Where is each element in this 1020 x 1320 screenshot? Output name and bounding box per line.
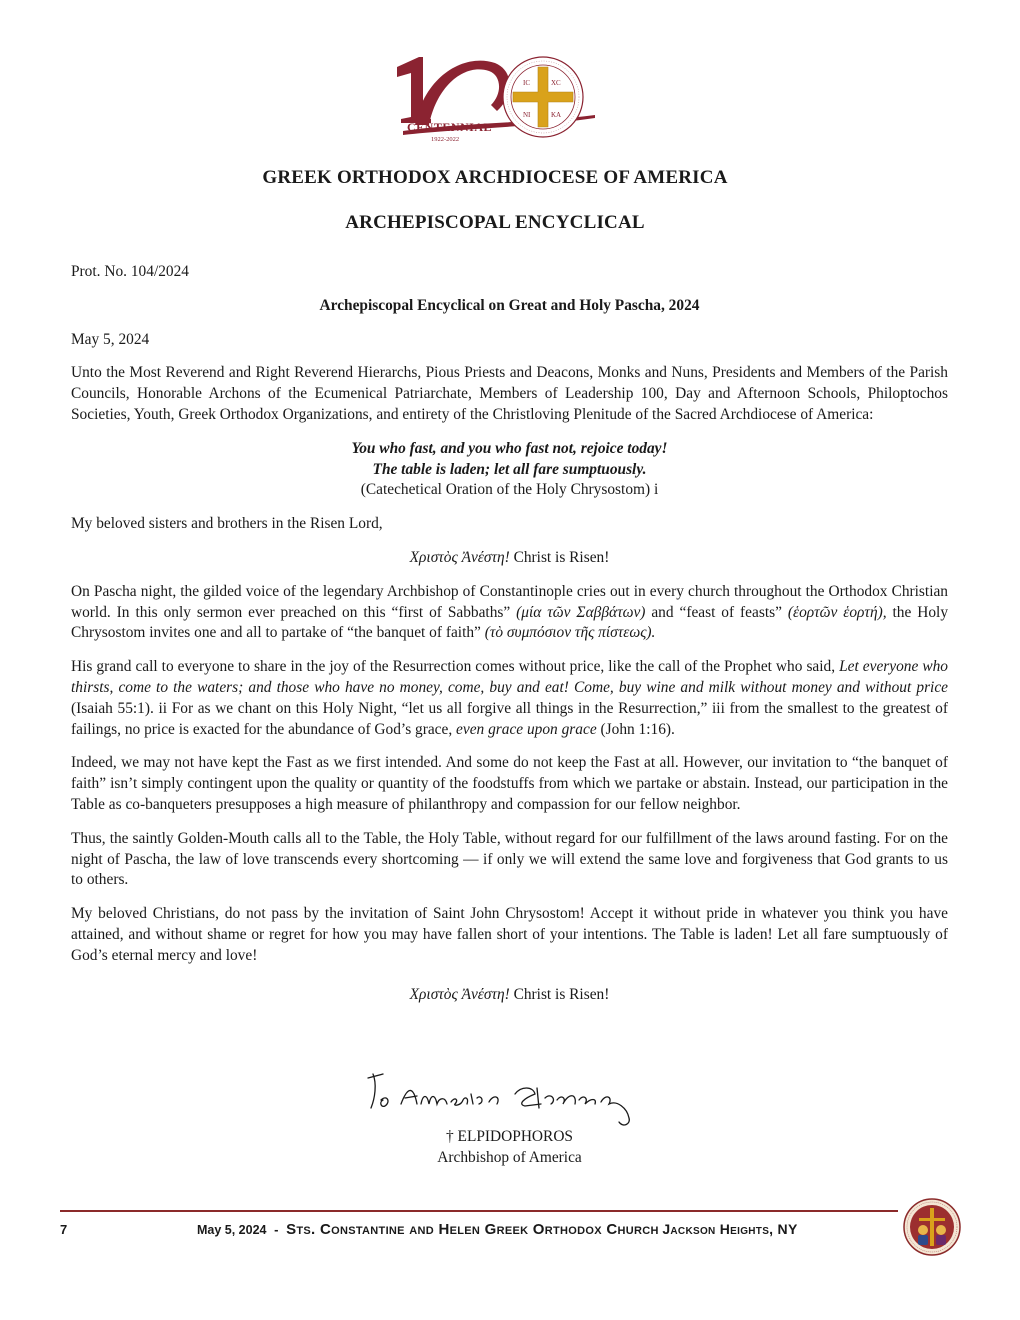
footer-rule	[60, 1210, 898, 1212]
p1-greek-c: (τὸ συμπόσιον τῆς πίστεως).	[484, 624, 656, 642]
paragraph-2	[71, 657, 948, 740]
greeting-line	[71, 548, 948, 569]
closing-greeting	[71, 985, 948, 1006]
epigraph-source: (Catechetical Oration of the Holy Chrysostom) i	[360, 481, 659, 499]
patriarchate-seal	[503, 57, 583, 137]
p1-text-b: and “feast of feasts”	[645, 603, 788, 621]
salutation: My beloved sisters and brothers in the Risen Lord,	[71, 515, 383, 533]
parish-seal-icon	[903, 1198, 961, 1256]
paragraph-3: Indeed, we may not have kept the Fast as we first intended. And some do not keep the Fast at all. However, our invitation to “the banquet of faith” isn’t simply contingent upon the quality or quantity of the foodstuffs from which we partake or abstain. Instead, our participation in the Table as co-banqueters presupposes a high measure of philanthropy and compassion for our fellow neighbor.	[71, 754, 948, 813]
paragraph-4: Thus, the saintly Golden-Mouth calls all to the Table, the Holy Table, without regard for our fulfillment of the laws around fasting. For on the night of Pascha, the law of love transcends every shortcoming — if only we will extend the same love and forgiveness that God grants to us to others.	[71, 829, 948, 889]
footer-date: May 5, 2024	[197, 1223, 267, 1237]
p1-text-c: the Holy Chrysostom invites one and all to partake of “the banquet of faith”	[71, 603, 949, 642]
seal-letter-ka: KA	[551, 111, 562, 119]
doc-type-heading: ARCHEPISCOPAL ENCYCLICAL	[345, 212, 645, 233]
handwritten-signature	[365, 1064, 645, 1130]
greeting-greek: Χριστὸς Ἀνέστη!	[409, 548, 510, 566]
logo-years: 1922-2022	[431, 136, 460, 143]
address-paragraph: Unto the Most Reverend and Right Reverend Hierarchs, Pious Priests and Deacons, Monks and Nuns, Presidents and Members of the Parish Councils, Honorable Archons of the Ecumenical Patriarchate, Members of Leadership 100, Day and Afternoon Schools, Philoptochos Societies, Youth, Greek Orthodox Organizations, and entirety of the Christloving Plenitude of the Sacred Archdiocese of America:	[71, 364, 948, 423]
protocol-number: Prot. No. 104/2024	[71, 263, 189, 280]
p2-text-a: His grand call to everyone to share in the joy of the Resurrection comes without price, like the call of the Prophet who said,	[71, 658, 840, 676]
seal-letter-ni: NI	[523, 111, 531, 119]
p1-text-a: On Pascha night, the gilded voice of the legendary Archbishop of Constantinople cries out in every church throughout the Orthodox Christian world. In this only sermon ever preached on this “first of Sabbaths”	[71, 582, 948, 621]
centennial-logo	[385, 45, 605, 145]
p2-text-b: (Isaiah 55:1). ii For as we chant on this Holy Night, “let us all forgive all things in the Resurrection,” iii from the smallest to the greatest of failings, no price is exacted for the abundance of God’s grace,	[71, 699, 948, 738]
p2-quote-isaiah: Let everyone who thirsts, come to the waters; and those who have no money, come, buy and eat! Come, buy wine and milk without money and without price	[71, 658, 948, 696]
signature-block	[71, 1127, 948, 1169]
page-number: 7	[60, 1222, 68, 1237]
logo-numeral-zero-swoosh	[415, 61, 510, 125]
footer-separator: -	[274, 1222, 279, 1237]
p1-greek-b: (ἑορτῶν ἑορτή),	[787, 603, 887, 621]
paragraph-1	[71, 582, 948, 644]
letter-body	[71, 262, 948, 1018]
closing-english: Christ is Risen!	[509, 985, 610, 1003]
greeting-english: Christ is Risen!	[509, 548, 610, 566]
signatory-name: † ELPIDOPHOROS	[446, 1128, 573, 1145]
letter-subject: Archepiscopal Encyclical on Great and Holy Pascha, 2024	[319, 296, 700, 314]
epigraph-line-1: You who fast, and you who fast not, rejoice today!	[351, 439, 668, 457]
closing-greek: Χριστὸς Ἀνέστη!	[409, 985, 510, 1003]
epigraph	[71, 439, 948, 501]
footer-church-name: Sts. Constantine and Helen Greek Orthodox Church	[286, 1221, 659, 1238]
seal-letter-ic: IC	[523, 79, 530, 87]
p2-quote-john: even grace upon grace	[456, 720, 597, 738]
footer-info	[197, 1221, 798, 1238]
signatory-title: Archbishop of America	[437, 1148, 582, 1166]
logo-centennial-word: CENTENNIAL	[407, 120, 493, 134]
letter-date: May 5, 2024	[71, 330, 150, 348]
footer-location: Jackson Heights, NY	[662, 1221, 798, 1237]
p2-text-c: (John 1:16).	[596, 720, 675, 738]
org-heading: GREEK ORTHODOX ARCHDIOCESE OF AMERICA	[262, 167, 728, 188]
p1-greek-a: (μία τῶν Σαββάτων)	[516, 603, 646, 621]
paragraph-5: My beloved Christians, do not pass by the invitation of Saint John Chrysostom! Accept it without pride in whatever you think you have attained, and without shame or regret for how you may have fallen short of your intentions. The Table is laden! Let all fare sumptuously of God’s eternal mercy and love!	[71, 905, 948, 964]
epigraph-line-2: The table is laden; let all fare sumptuously.	[372, 460, 647, 478]
seal-letter-xc: XC	[551, 79, 561, 87]
